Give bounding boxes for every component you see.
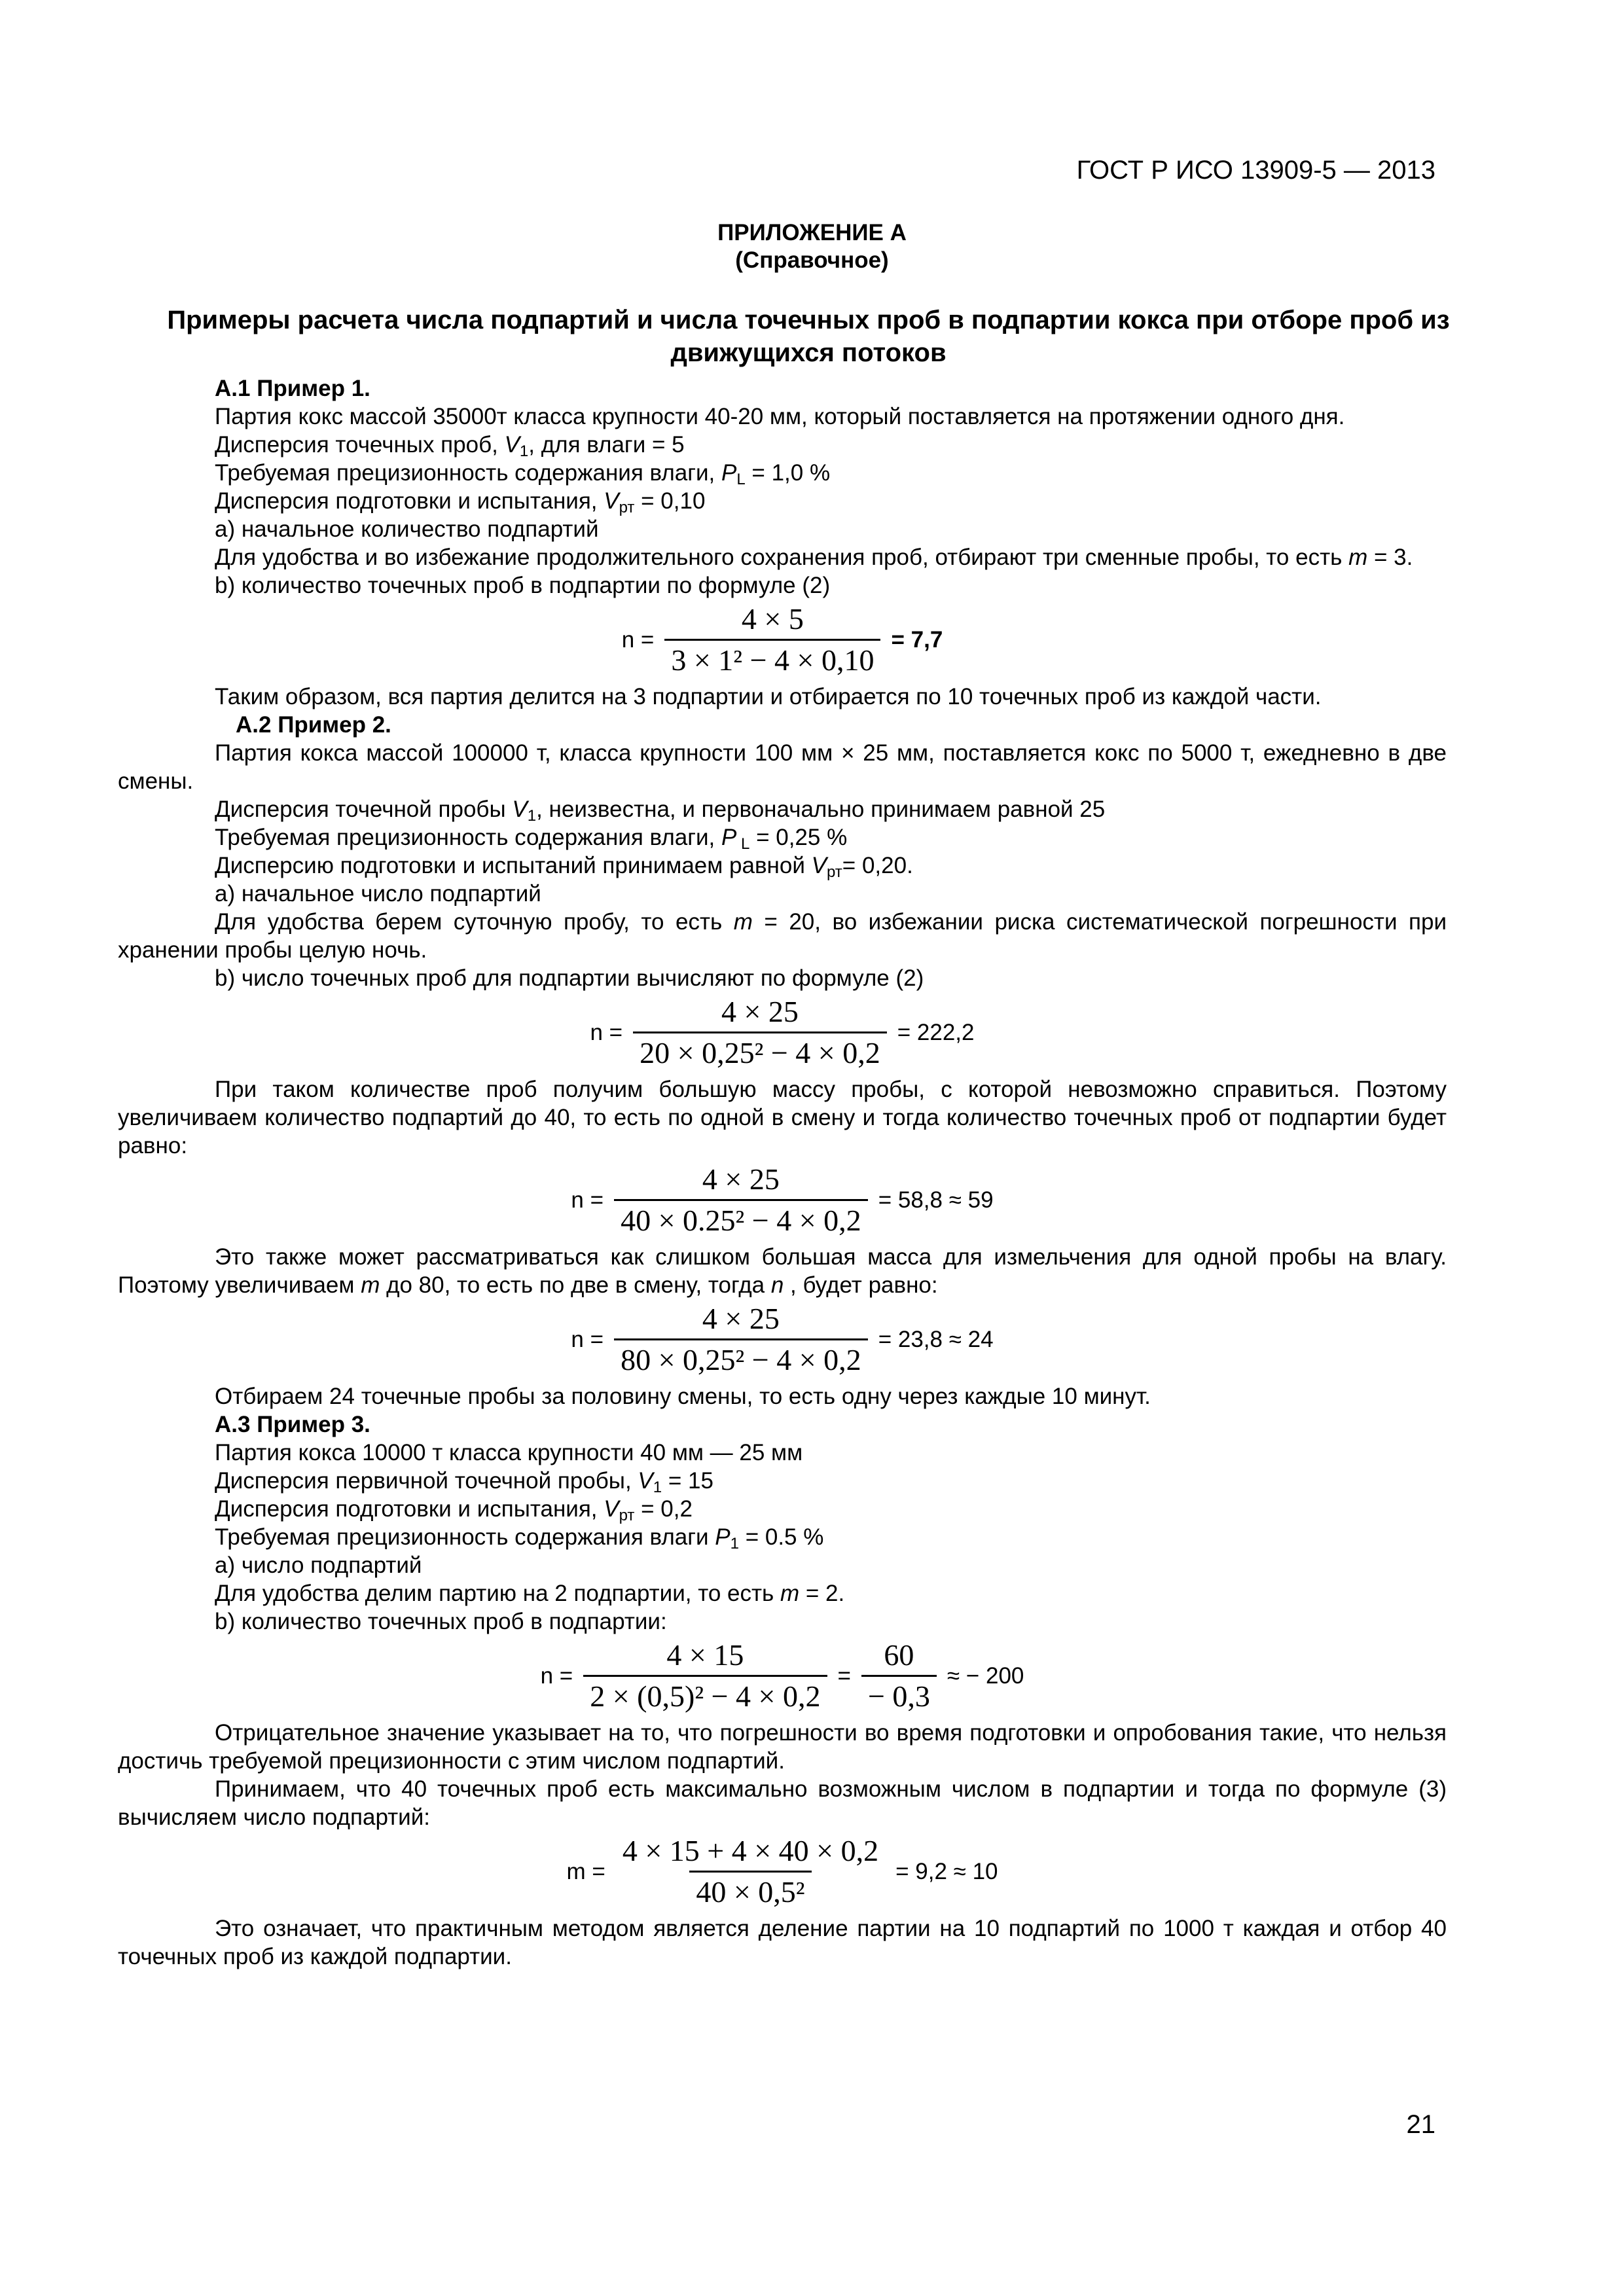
paragraph: Дисперсия первичной точечной пробы, $V_1 = 15$ bbox=[215, 1468, 713, 1496]
paragraph: Партия кокса 10000 т класса крупности 40 мм — 25 мм bbox=[215, 1440, 803, 1465]
example-1-heading: А.1 Пример 1. bbox=[215, 376, 370, 401]
paragraph: Таким образом, вся партия делится на 3 подпартии и отбирается по 10 точечных проб из каждой части. bbox=[215, 684, 1322, 709]
paragraph: b) количество точечных проб в подпартии: bbox=[215, 1609, 667, 1634]
example-3-heading: А.3 Пример 3. bbox=[215, 1412, 370, 1437]
paragraph: b) количество точечных проб в подпартии по формуле (2) bbox=[215, 573, 831, 598]
paragraph: Дисперсию подготовки и испытаний принимаем равной $V_{рт}= 0,20$. bbox=[215, 853, 913, 881]
paragraph: а) начальное количество подпартий bbox=[215, 516, 599, 542]
paragraph: Для удобства и во избежание продолжительного сохранения проб, отбирают три сменные пробы, то есть m = 3. bbox=[215, 545, 1413, 570]
formula: n = $\frac{4 \times 25}{\text{20 × 0,25² − 4 × 0,2}}$ = 222,2 bbox=[590, 995, 975, 1069]
paragraph: Отрицательное значение указывает на то, что погрешности во время подготовки и опробования такие, что нельзя достичь требуемой прецизионности с этим числом подпартий. bbox=[118, 1720, 1447, 1774]
appendix-type: (Справочное) bbox=[735, 247, 889, 273]
paragraph: Это означает, что практичным методом является деление партии на 10 подпартий по 1000 т каждая и отбор 40 точечных проб из каждой подпартии. bbox=[118, 1916, 1447, 1969]
formula: m = $\frac{4 \times 15 + 4 \times 40 \times 0,2}{\text{40 × 0,5²}}$ = 9,2 ≈ 10 bbox=[566, 1834, 998, 1909]
paragraph: При таком количестве проб получим большую массу пробы, с которой невозможно справиться. Поэтому увеличиваем количество подпартий до 40, то есть по одной в смену и тогда количество точечных проб от подпартии будет равно: bbox=[118, 1077, 1447, 1158]
paragraph: Требуемая прецизионность содержания влаги, $P_L = 1,0$ % bbox=[215, 460, 831, 488]
paragraph: Дисперсия подготовки и испытания, $V_{рт} = 0,2$ bbox=[215, 1496, 693, 1524]
paragraph: Дисперсия точечных проб, $V_1$, для влаги = 5 bbox=[215, 432, 685, 460]
formula: n = $\frac{4 \times 15}{\text{2 × (0,5)² − 4 × 0,2}}$ = $\frac{60}{- 0,3}$ ≈ − 200 bbox=[540, 1638, 1024, 1713]
paragraph: а) число подпартий bbox=[215, 1552, 422, 1578]
document-body bbox=[118, 374, 1447, 1971]
paragraph: Партия кокса массой 100000 т, класса крупности 100 мм × 25 мм, поставляется кокс по 5000 т, ежедневно в две смены. bbox=[118, 740, 1447, 794]
paragraph: Для удобства делим партию на 2 подпартии, то есть m = 2. bbox=[215, 1581, 845, 1606]
formula: n = $\frac{4 \times 25}{\text{80 × 0,25² − 4 × 0,2}}$ = 23,8 ≈ 24 bbox=[571, 1302, 994, 1376]
paragraph: b) число точечных проб для подпартии вычисляют по формуле (2) bbox=[215, 965, 924, 991]
formula: n = $\frac{4 \times 25}{\text{40 × 0.25² − 4 × 0,2}}$ = 58,8 ≈ 59 bbox=[571, 1162, 994, 1237]
paragraph: Отбираем 24 точечные пробы за половину смены, то есть одну через каждые 10 минут. bbox=[215, 1384, 1151, 1409]
paragraph: Партия кокс массой 35000т класса крупности 40-20 мм, который поставляется на протяжении одного дня. bbox=[215, 404, 1345, 429]
section-title: Примеры расчета числа подпартий и числа точечных проб в подпартии кокса при отборе проб из движущихся потоков bbox=[167, 306, 1450, 367]
paragraph: а) начальное число подпартий bbox=[215, 881, 541, 906]
paragraph: Дисперсия подготовки и испытания, $V_{рт} = 0,10$ bbox=[215, 488, 706, 516]
paragraph: Принимаем, что 40 точечных проб есть максимально возможным числом в подпартии и тогда по формуле (3) вычисляем число подпартий: bbox=[118, 1776, 1447, 1830]
paragraph: Требуемая прецизионность содержания влаги, P $_L$ = 0,25 % bbox=[215, 825, 848, 853]
paragraph: Требуемая прецизионность содержания влаги $P_1 = 0.5$ % bbox=[215, 1524, 824, 1552]
paragraph: Это также может рассматриваться как слишком большая масса для измельчения для одной пробы на влагу. Поэтому увеличиваем m до 80, то есть по две в смену, тогда n , будет равно: bbox=[118, 1244, 1447, 1298]
paragraph: Дисперсия точечной пробы $V_1$, неизвестна, и первоначально принимаем равной 25 bbox=[215, 797, 1106, 825]
page-number: 21 bbox=[1406, 2110, 1435, 2139]
paragraph: Для удобства берем суточную пробу, то есть m = 20, во избежании риска систематической погрешности при хранении пробы целую ночь. bbox=[118, 909, 1447, 963]
standard-designation: ГОСТ Р ИСО 13909-5 — 2013 bbox=[1076, 156, 1435, 185]
appendix-title: ПРИЛОЖЕНИЕ А bbox=[717, 220, 907, 245]
formula: n = $\frac{4 \times 5}{\text{3 × 1² − 4 × 0,10}}$ = 7,7 bbox=[621, 602, 943, 677]
example-2-heading: А.2 Пример 2. bbox=[236, 712, 391, 738]
